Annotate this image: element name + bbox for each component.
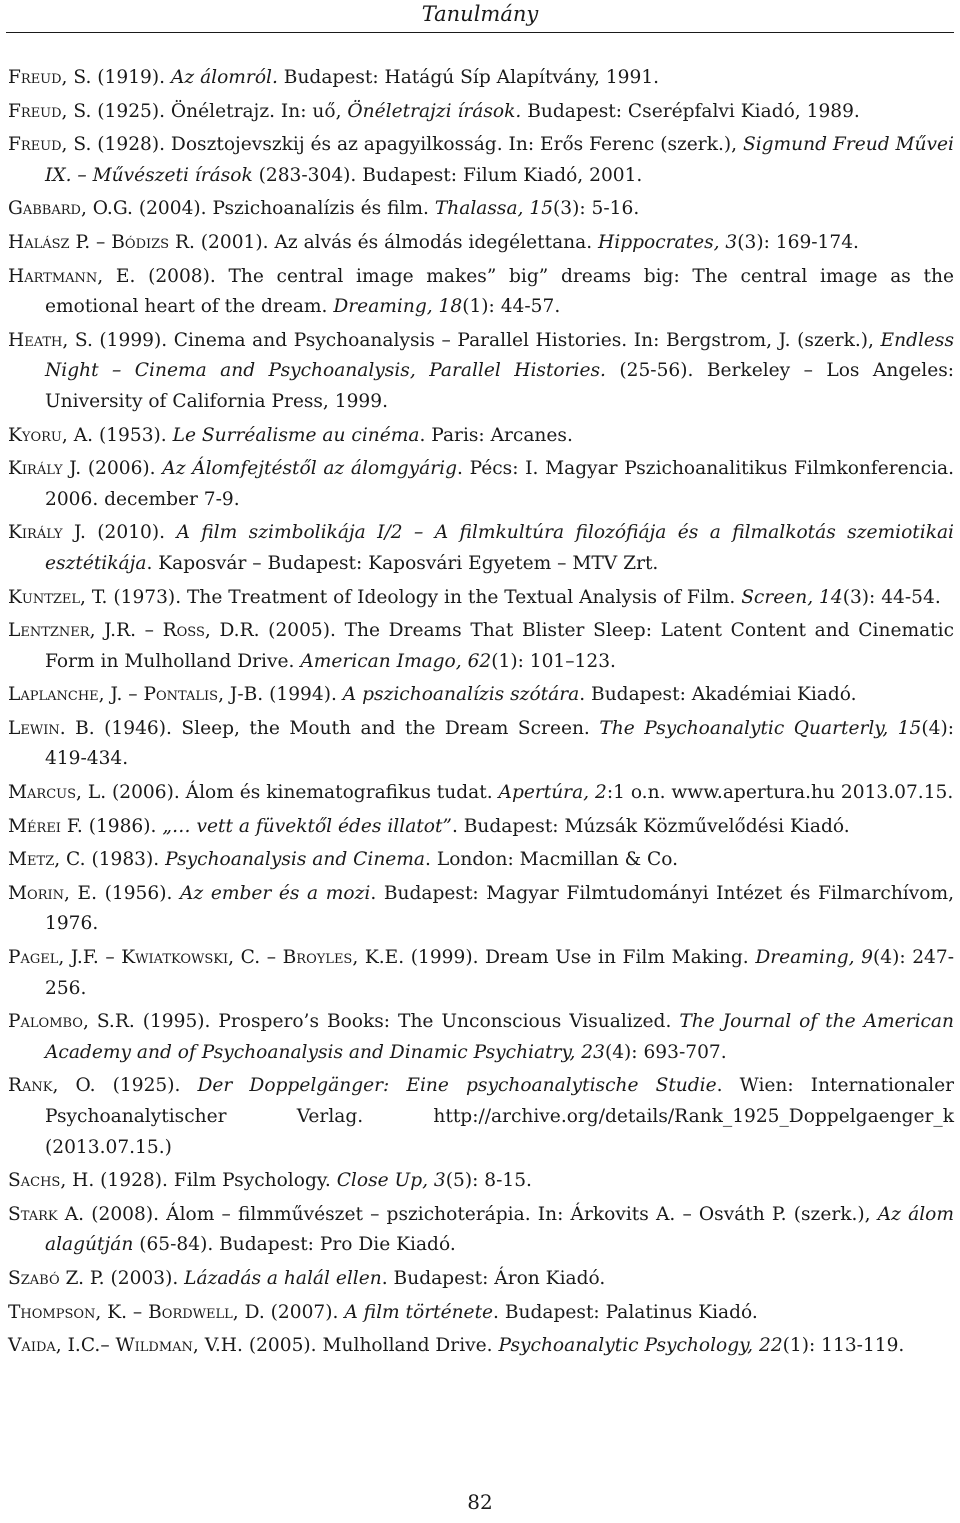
- reference-text: Budapest: Cserépfalvi Kiadó, 1989.: [521, 100, 860, 122]
- reference-author: Pagel, J.F. – Kwiatkowski, C. – Broyles, K.E.: [8, 947, 405, 969]
- reference-text: (2008). Álom – filmművészet – pszichoterápia. In: Árkovits A. – Osváth P. (szerk.),: [84, 1203, 878, 1225]
- reference-title: Hippocrates, 3: [598, 231, 738, 253]
- reference-text: (2005). The Dreams That Blister Sleep: Latent Content and Cinematic Form in Mulholland Drive.: [45, 620, 954, 672]
- reference-entry: [8, 616, 954, 677]
- reference-text: (1995). Prospero’s Books: The Unconscious Visualized.: [134, 1011, 680, 1033]
- reference-entry: [8, 518, 954, 579]
- reference-text: . Budapest: Múzsák Közművelődési Kiadó.: [451, 815, 850, 837]
- reference-text: (1): 101–123.: [491, 650, 616, 672]
- reference-text: (4): 419-434.: [45, 717, 954, 770]
- reference-text: . Budapest: Áron Kiadó.: [381, 1267, 606, 1289]
- reference-text: (2007).: [264, 1301, 345, 1323]
- reference-title: Az álom alagútján: [45, 1203, 954, 1256]
- reference-entry: [8, 97, 954, 128]
- reference-text: (2004). Pszichoanalízis és film.: [132, 198, 435, 220]
- reference-title: Lázadás a halál ellen: [184, 1267, 382, 1289]
- reference-author: Lewin. B.: [8, 717, 95, 739]
- reference-author: Hartmann, E.: [8, 265, 136, 287]
- reference-text: (3): 169-174.: [737, 231, 859, 253]
- reference-author: Heath, S.: [8, 329, 93, 351]
- reference-entry: [8, 1331, 954, 1362]
- reference-title: Close Up, 3: [336, 1170, 446, 1192]
- reference-text: . Kaposvár – Budapest: Kaposvári Egyetem – MTV Zrt.: [146, 552, 659, 574]
- reference-entry: [8, 845, 954, 876]
- reference-author: Palombo, S.R.: [8, 1011, 135, 1033]
- reference-text: (2001). Az alvás és álmodás idegélettana.: [194, 231, 599, 253]
- reference-author: Szabó Z. P.: [8, 1267, 105, 1289]
- reference-author: Freud, S.: [8, 67, 92, 88]
- reference-text: (1999). Cinema and Psychoanalysis – Parallel Histories. In: Bergstrom, J. (szerk.),: [92, 329, 881, 351]
- reference-author: Laplanche, J. – Pontalis, J-B.: [8, 684, 264, 706]
- reference-text: :1 o.n. www.apertura.hu 2013.07.15.: [606, 782, 954, 804]
- reference-author: Kyoru, A.: [8, 424, 94, 446]
- page-number: 82: [467, 1490, 493, 1514]
- reference-title: A pszichoanalízis szótára: [342, 684, 580, 706]
- reference-title: Le Surréalisme au cinéma: [172, 424, 420, 446]
- reference-author: Freud, S.: [8, 134, 92, 156]
- reference-list: [8, 63, 954, 1365]
- reference-author: Sachs, H.: [8, 1170, 95, 1192]
- reference-title: A film története: [344, 1301, 494, 1323]
- reference-entry: [8, 421, 954, 452]
- reference-text: (4): 693-707.: [604, 1041, 727, 1063]
- reference-title: The Journal of the American Academy and of Psychoanalysis and Dinamic Psychiatry, 23: [45, 1011, 954, 1063]
- reference-text: . Paris: Arcanes.: [419, 424, 573, 446]
- reference-entry: [8, 879, 954, 940]
- reference-author: Morin, E.: [8, 882, 98, 904]
- reference-title: Endless Night – Cinema and Psychoanalysis, Parallel Histories.: [45, 329, 954, 382]
- reference-title: „… vett a füvektől édes illatot”: [162, 815, 452, 837]
- reference-entry: [8, 1007, 954, 1068]
- reference-text: (25-56). Berkeley – Los Angeles: University of California Press, 1999.: [45, 360, 955, 412]
- reference-entry: [8, 454, 954, 515]
- reference-title: Az ember és a mozi: [180, 882, 371, 904]
- reference-entry: [8, 1166, 954, 1197]
- reference-text: . Pécs: I. Magyar Pszichoanalitikus Filmkonferencia. 2006. december 7-9.: [45, 458, 955, 510]
- reference-entry: [8, 1264, 954, 1295]
- reference-title: Dreaming, 9: [755, 947, 873, 969]
- reference-title: Önéletrajzi írások.: [347, 100, 522, 122]
- reference-text: (1): 44-57.: [462, 296, 561, 318]
- reference-text: (1919).: [91, 67, 171, 88]
- reference-text: (1925).: [95, 1075, 198, 1097]
- reference-entry: [8, 130, 954, 191]
- reference-title: Psychoanalysis and Cinema: [165, 849, 426, 871]
- reference-text: (1986).: [82, 815, 163, 837]
- reference-author: Vaida, I.C.– Wildman, V.H.: [8, 1335, 243, 1357]
- reference-text: (1928). Film Psychology.: [94, 1170, 337, 1192]
- reference-author: Marcus, L.: [8, 782, 107, 804]
- reference-text: (2005). Mulholland Drive.: [242, 1335, 499, 1357]
- running-header: [0, 0, 960, 33]
- reference-title: A film szimbolikája I/2 – A filmkultúra filozófiája és a filmalkotás szemiotikai esztétikája: [45, 522, 954, 574]
- reference-entry: [8, 1200, 954, 1261]
- reference-text: Budapest: Hatágú Síp Alapítvány, 1991.: [277, 67, 660, 88]
- reference-author: Freud, S.: [8, 100, 92, 122]
- reference-title: Psychoanalytic Psychology, 22: [498, 1335, 783, 1357]
- reference-entry: [8, 812, 954, 843]
- reference-text: (2006).: [81, 458, 163, 480]
- reference-author: Mérei F.: [8, 815, 83, 837]
- reference-entry: [8, 63, 954, 94]
- reference-author: Király J.: [8, 458, 82, 480]
- reference-author: Halász P. – Bódizs R.: [8, 231, 195, 253]
- reference-text: (2008). The central image makes” big” dreams big: The central image as the emotional heart of the dream.: [45, 265, 954, 318]
- reference-title: Dreaming, 18: [333, 296, 463, 318]
- header-rule: [6, 32, 954, 33]
- reference-text: (283-304). Budapest: Filum Kiadó, 2001.: [252, 164, 643, 186]
- reference-entry: [8, 778, 954, 809]
- reference-author: Metz, C.: [8, 849, 86, 871]
- reference-text: (1946). Sleep, the Mouth and the Dream Screen.: [94, 717, 600, 739]
- reference-author: Lentzner, J.R. – Ross, D.R.: [8, 620, 260, 642]
- reference-text: (1994).: [263, 684, 343, 706]
- reference-text: (1956).: [97, 882, 180, 904]
- reference-title: Screen, 14: [741, 586, 843, 608]
- reference-title: American Imago, 62: [300, 650, 492, 672]
- reference-author: Király J.: [8, 522, 86, 544]
- reference-text: . Budapest: Palatinus Kiadó.: [493, 1301, 758, 1323]
- reference-text: (4): 247-256.: [45, 947, 954, 999]
- reference-author: Stark A.: [8, 1203, 85, 1225]
- reference-entry: [8, 262, 954, 323]
- reference-entry: [8, 1071, 954, 1163]
- reference-title: Apertúra, 2: [498, 782, 607, 804]
- reference-text: (1925). Önéletrajz. In: uő,: [91, 100, 348, 122]
- reference-title: Der Doppelgänger: Eine psychoanalytische Studie: [197, 1075, 717, 1097]
- reference-author: Rank, O.: [8, 1075, 96, 1097]
- reference-author: Gabbard, O.G.: [8, 198, 133, 220]
- reference-entry: [8, 1298, 954, 1329]
- reference-text: (5): 8-15.: [445, 1170, 532, 1192]
- reference-title: Sigmund Freud Művei IX. – Művészeti írások: [45, 134, 954, 186]
- reference-text: (2010).: [85, 522, 177, 544]
- reference-text: (1973). The Treatment of Ideology in the Textual Analysis of Film.: [107, 586, 742, 608]
- reference-text: (1999). Dream Use in Film Making.: [404, 947, 756, 969]
- reference-text: (65-84). Budapest: Pro Die Kiadó.: [133, 1234, 456, 1256]
- reference-text: . Budapest: Magyar Filmtudományi Intézet és Filmarchívom, 1976.: [45, 882, 954, 935]
- reference-text: (3): 5-16.: [553, 198, 640, 220]
- reference-entry: [8, 943, 954, 1004]
- reference-entry: [8, 680, 954, 711]
- reference-entry: [8, 228, 954, 259]
- reference-text: (1): 113-119.: [782, 1335, 905, 1357]
- reference-text: (1928). Dosztojevszkij és az apagyilkosság. In: Erős Ferenc (szerk.),: [91, 134, 743, 156]
- reference-author: Thompson, K. – Bordwell, D.: [8, 1301, 265, 1323]
- reference-text: (1953).: [93, 424, 173, 446]
- reference-title: Az álomról.: [170, 67, 278, 88]
- reference-text: . Budapest: Akadémiai Kiadó.: [579, 684, 857, 706]
- reference-text: (2003).: [104, 1267, 185, 1289]
- reference-text: (2006). Álom és kinematografikus tudat.: [106, 782, 499, 804]
- reference-author: Kuntzel, T.: [8, 586, 108, 608]
- reference-entry: [8, 583, 954, 614]
- reference-title: The Psychoanalytic Quarterly, 15: [599, 717, 922, 739]
- reference-entry: [8, 714, 954, 775]
- reference-text: . Wien: Internationaler Psychoanalytischer Verlag. http://archive.org/details/Rank_1925_Doppelgaenger_k (2013.07.15.): [45, 1075, 954, 1158]
- reference-entry: [8, 194, 954, 225]
- reference-title: Az Álomfejtéstől az álomgyárig: [162, 458, 457, 480]
- reference-text: . London: Macmillan & Co.: [425, 849, 679, 871]
- reference-title: Thalassa, 15: [434, 198, 554, 220]
- header-title: Tanulmány: [421, 2, 539, 26]
- reference-text: (3): 44-54.: [842, 586, 941, 608]
- reference-text: (1983).: [85, 849, 166, 871]
- reference-entry: [8, 326, 954, 418]
